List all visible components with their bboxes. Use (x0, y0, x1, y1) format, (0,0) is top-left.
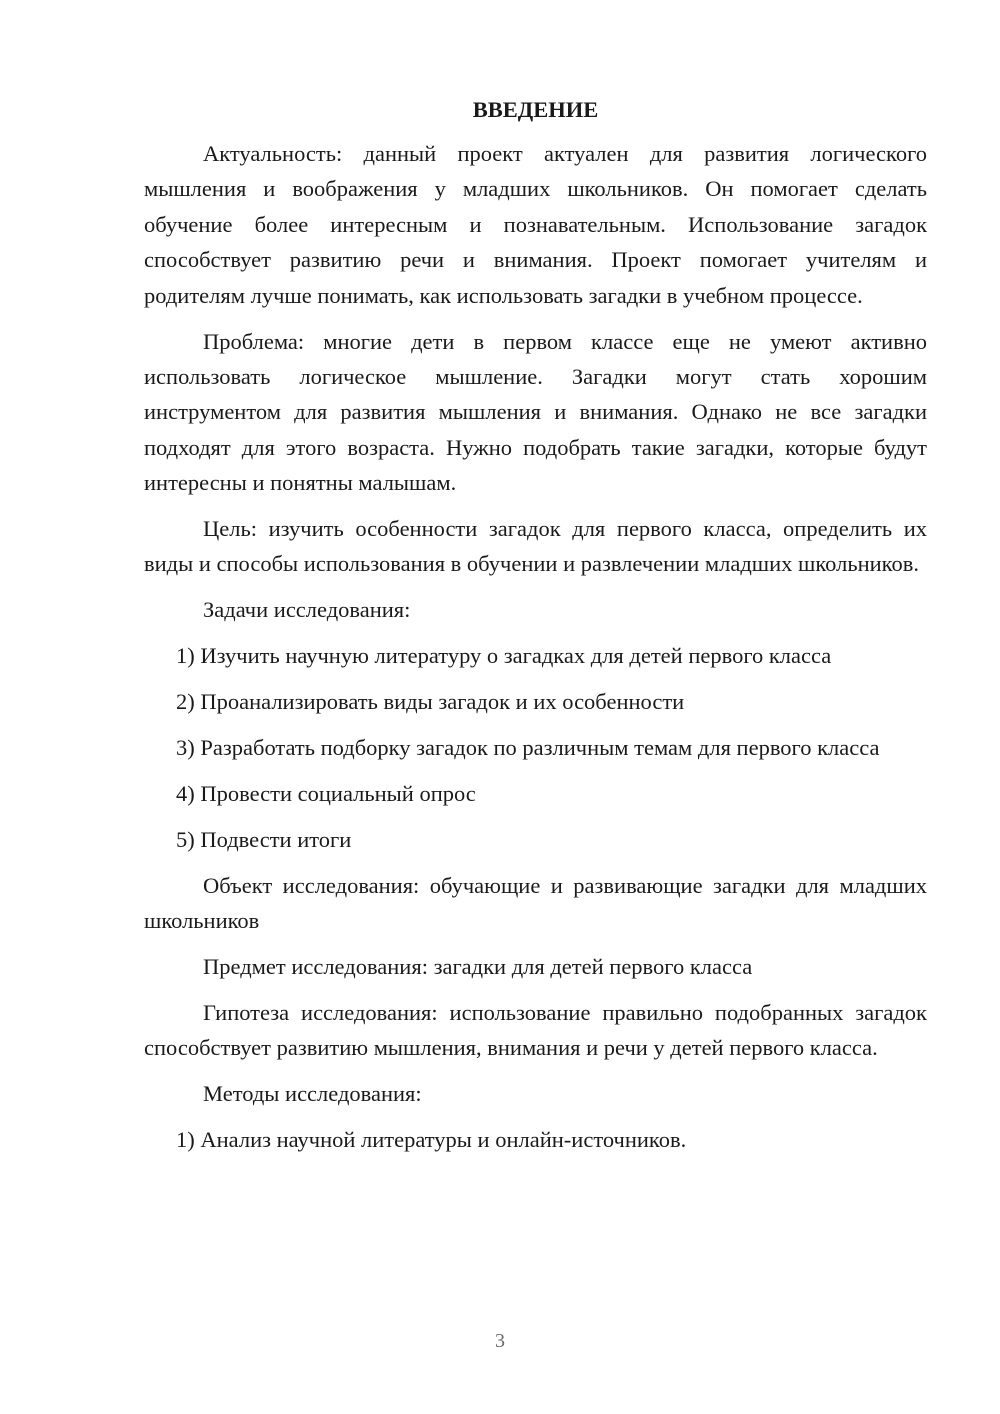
paragraph-object: Объект исследования: обучающие и развивающие загадки для младших школьников (144, 872, 927, 934)
paragraph-problem: Проблема: многие дети в первом классе еще не умеют активно использовать логическое мышление. Загадки могут стать хорошим инструментом для развития мышления и внимания. Однако не все загадки подходят для этого возраста. Нужно подобрать такие загадки, которые будут интересны и понятны малышам. (144, 328, 927, 496)
methods-heading: Методы исследования: (203, 1081, 422, 1107)
task-item-5: 5) Подвести итоги (176, 826, 352, 852)
task-item-1: 1) Изучить научную литературу о загадках для детей первого класса (176, 643, 832, 669)
task-item-4: 4) Провести социальный опрос (176, 781, 476, 806)
tasks-heading: Задачи исследования: (203, 597, 411, 623)
page-body (144, 92, 927, 1168)
page-number: 3 (495, 1330, 505, 1352)
method-item-1: 1) Анализ научной литературы и онлайн-источников. (176, 1127, 687, 1153)
task-item-3: 3) Разработать подборку загадок по различным темам для первого класса (176, 735, 880, 761)
page-title: ВВЕДЕНИЕ (472, 97, 599, 122)
task-item-2: 2) Проанализировать виды загадок и их особенности (176, 689, 685, 715)
paragraph-subject: Предмет исследования: загадки для детей первого класса (203, 954, 753, 980)
paragraph-hypothesis: Гипотеза исследования: использование правильно подобранных загадок способствует развитию мышления, внимания и речи у детей первого класса. (144, 1000, 927, 1061)
paragraph-goal: Цель: изучить особенности загадок для первого класса, определить их виды и способы использования в обучении и развлечении младших школьников. (144, 516, 927, 577)
paragraph-relevance: Актуальность: данный проект актуален для развития логического мышления и воображения у младших школьников. Он помогает сделать обучение более интересным и познавательным. Использование загадок способствует развитию речи и внимания. Проект помогает учителям и родителям лучше понимать, как использовать загадки в учебном процессе. (144, 141, 927, 308)
